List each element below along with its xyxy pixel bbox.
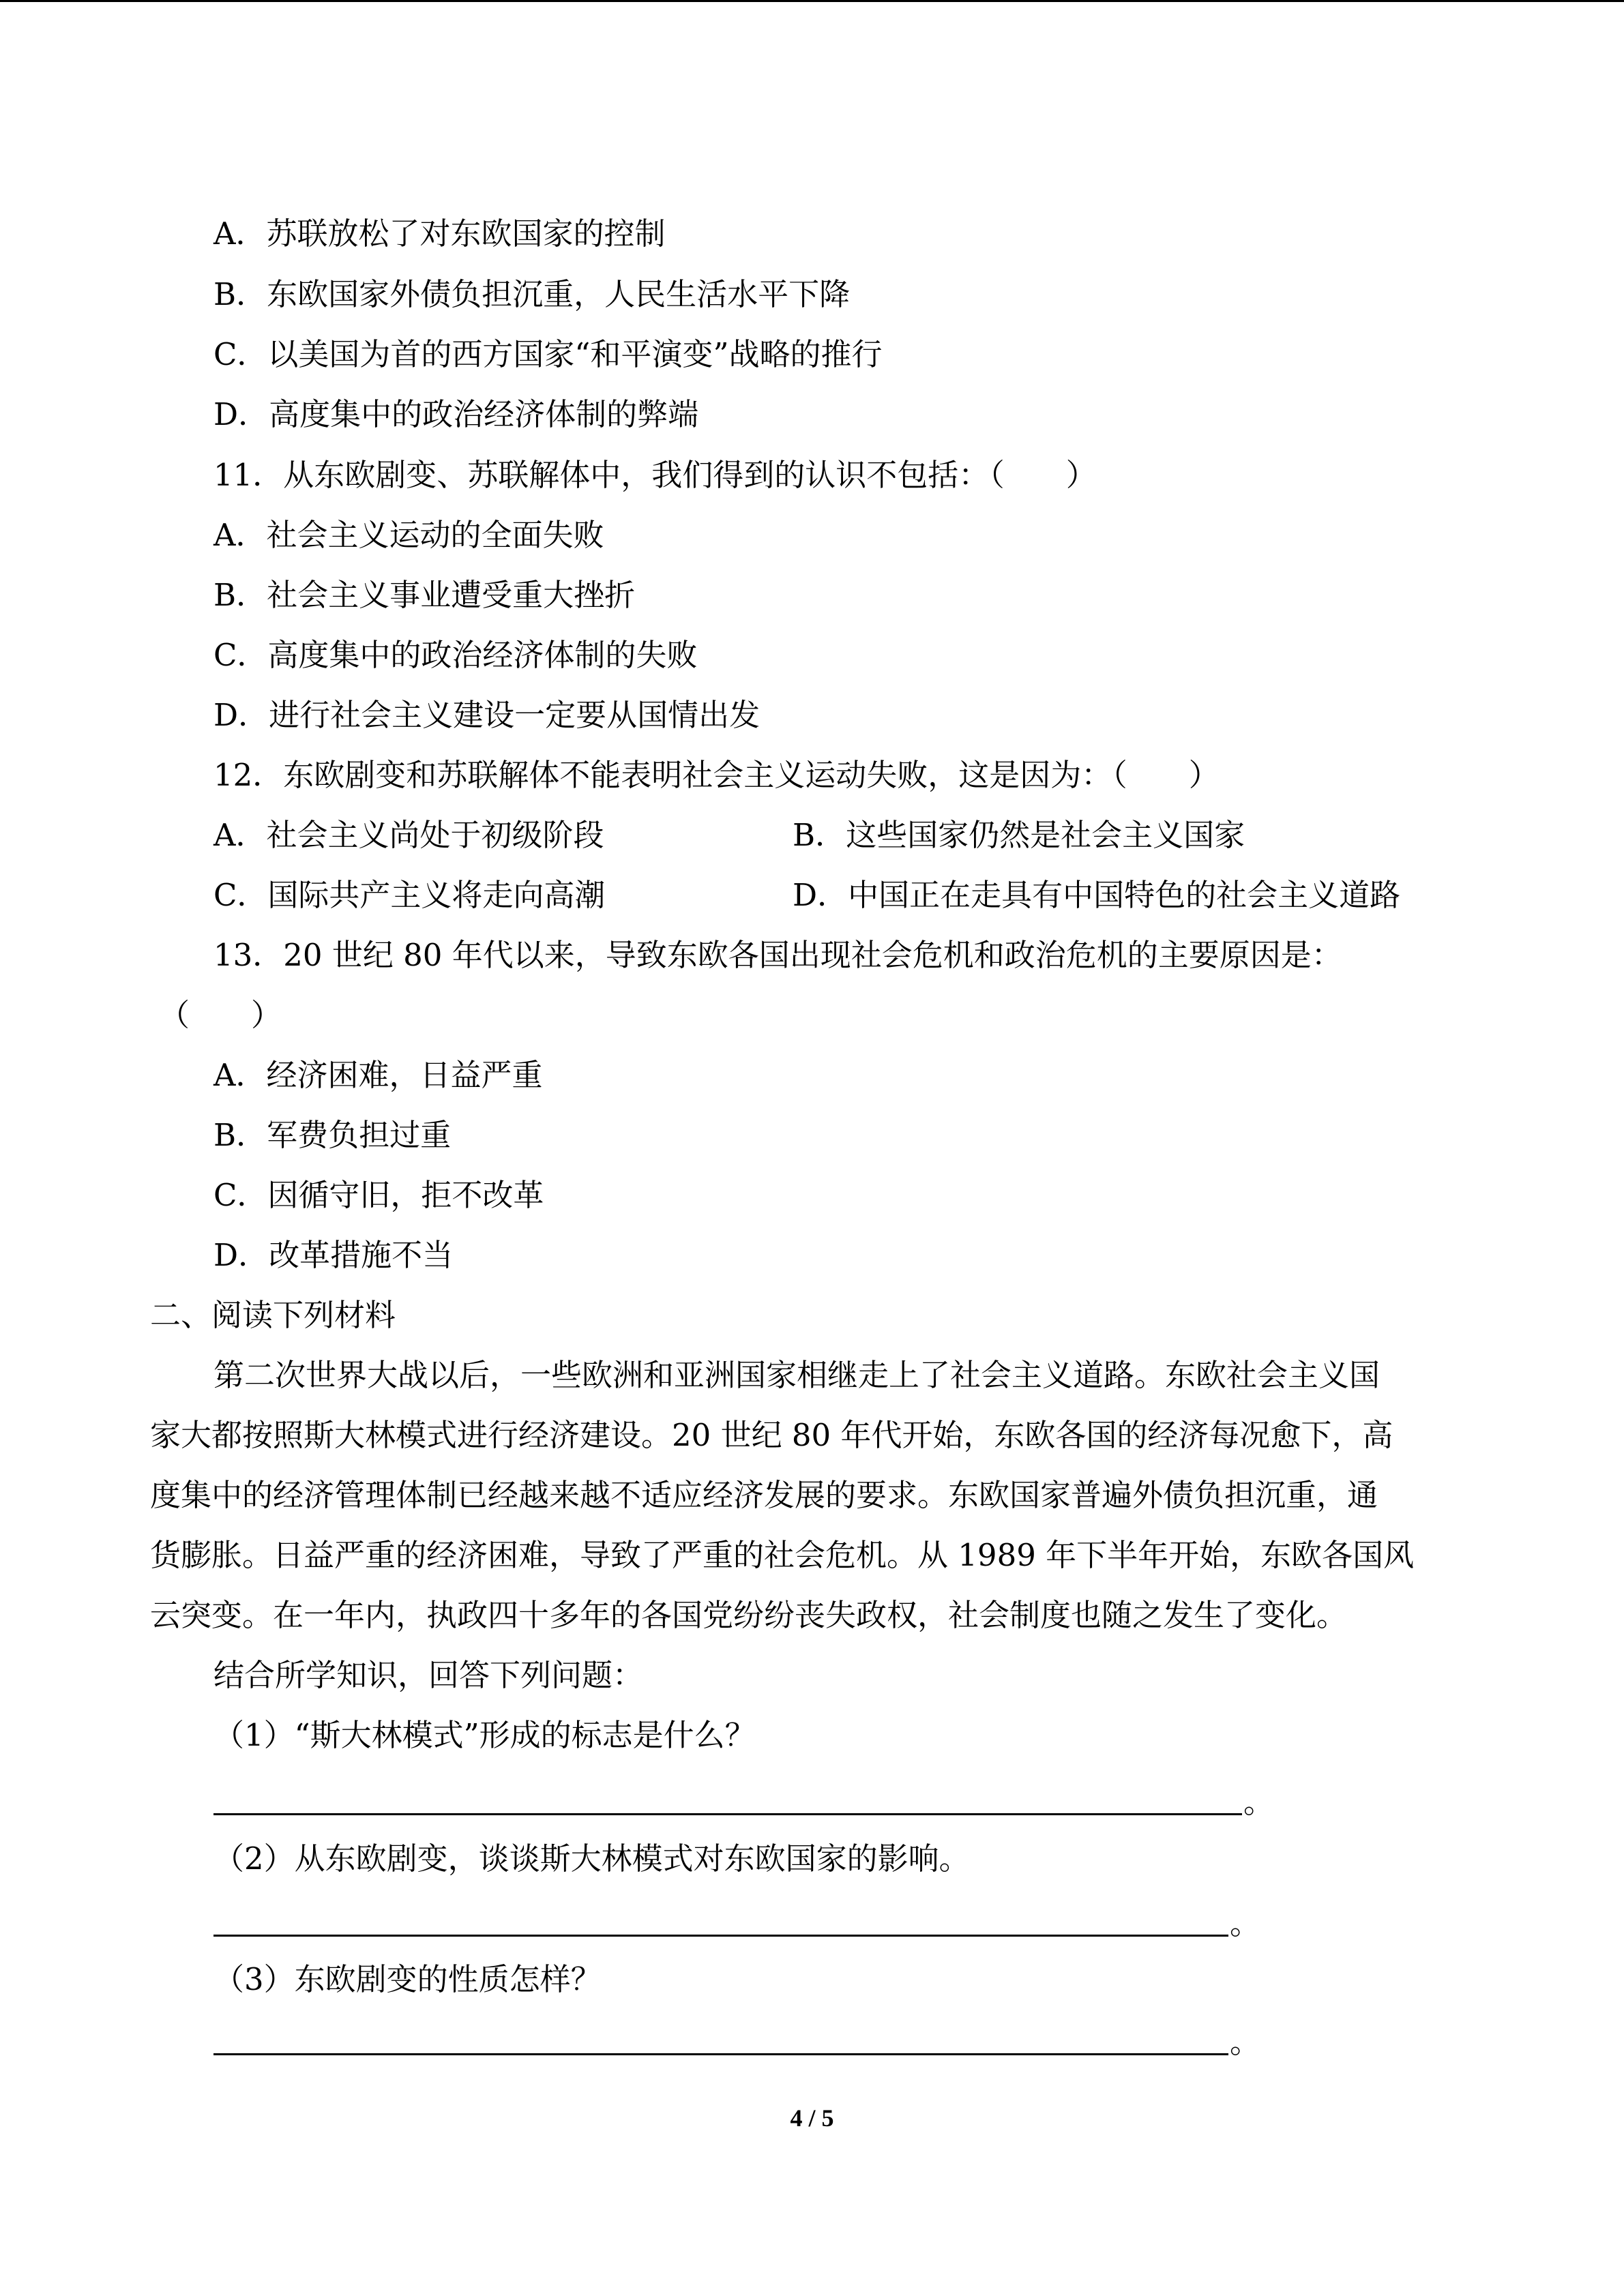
q12-option-d: D．中国正在走具有中国特色的社会主义道路 (793, 877, 1401, 913)
q11-option-a: A．社会主义运动的全面失败 (213, 517, 604, 553)
answer-line-1[interactable] (213, 1813, 1242, 1815)
instruction: 结合所学知识，回答下列问题： (213, 1657, 644, 1693)
q13-stem: 13．20 世纪 80 年代以来，导致东欧各国出现社会危机和政治危机的主要原因是： (213, 937, 1342, 973)
q11-option-d: D．进行社会主义建设一定要从国情出发 (213, 697, 761, 733)
material-line: 第二次世界大战以后，一些欧洲和亚洲国家相继走上了社会主义道路。东欧社会主义国 (213, 1357, 1381, 1393)
answer-2-period: 。 (1230, 1905, 1261, 1941)
question-2: （2）从东欧剧变，谈谈斯大林模式对东欧国家的影响。 (213, 1840, 970, 1877)
top-border (0, 0, 1624, 2)
q10-option-a: A．苏联放松了对东欧国家的控制 (213, 215, 666, 252)
question-3: （3）东欧剧变的性质怎样？ (213, 1961, 602, 1997)
answer-1-period: 。 (1243, 1784, 1275, 1820)
answer-line-3[interactable] (213, 2053, 1228, 2055)
page-number: 4 / 5 (790, 2104, 834, 2132)
q11-stem: 11．从东欧剧变、苏联解体中，我们得到的认识不包括：（ ） (213, 457, 1097, 493)
q12-option-c: C．国际共产主义将走向高潮 (213, 877, 606, 913)
q13-option-d: D．改革措施不当 (213, 1237, 454, 1273)
q13-answer-bracket: （ ） (159, 997, 282, 1033)
answer-line-2[interactable] (213, 1935, 1228, 1937)
section2-heading: 二、阅读下列材料 (150, 1297, 396, 1333)
answer-3-period: 。 (1230, 2024, 1261, 2060)
q11-option-c: C．高度集中的政治经济体制的失败 (213, 637, 698, 673)
q12-stem: 12．东欧剧变和苏联解体不能表明社会主义运动失败，这是因为：（ ） (213, 757, 1220, 793)
q10-option-c: C．以美国为首的西方国家“和平演变”战略的推行 (213, 336, 883, 372)
question-1: （1）“斯大林模式”形成的标志是什么？ (213, 1717, 756, 1753)
material-line: 货膨胀。日益严重的经济困难，导致了严重的社会危机。从 1989 年下半年开始，东欧各国风 (150, 1537, 1415, 1573)
q10-option-b: B．东欧国家外债负担沉重，人民生活水平下降 (213, 276, 851, 312)
material-line: 度集中的经济管理体制已经越来越不适应经济发展的要求。东欧国家普遍外债负担沉重，通 (150, 1477, 1378, 1513)
q13-option-c: C．因循守旧，拒不改革 (213, 1177, 544, 1213)
material-line: 云突变。在一年内，执政四十多年的各国党纷纷丧失政权，社会制度也随之发生了变化。 (150, 1597, 1348, 1633)
q10-option-d: D．高度集中的政治经济体制的弊端 (213, 396, 699, 432)
q13-option-a: A．经济困难，日益严重 (213, 1057, 543, 1093)
q12-option-a: A．社会主义尚处于初级阶段 (213, 817, 604, 853)
q13-option-b: B．军费负担过重 (213, 1117, 452, 1153)
material-line: 家大都按照斯大林模式进行经济建设。20 世纪 80 年代开始，东欧各国的经济每况愈下，高 (150, 1417, 1393, 1453)
q12-option-b: B．这些国家仍然是社会主义国家 (793, 817, 1245, 853)
q11-option-b: B．社会主义事业遭受重大挫折 (213, 577, 636, 613)
